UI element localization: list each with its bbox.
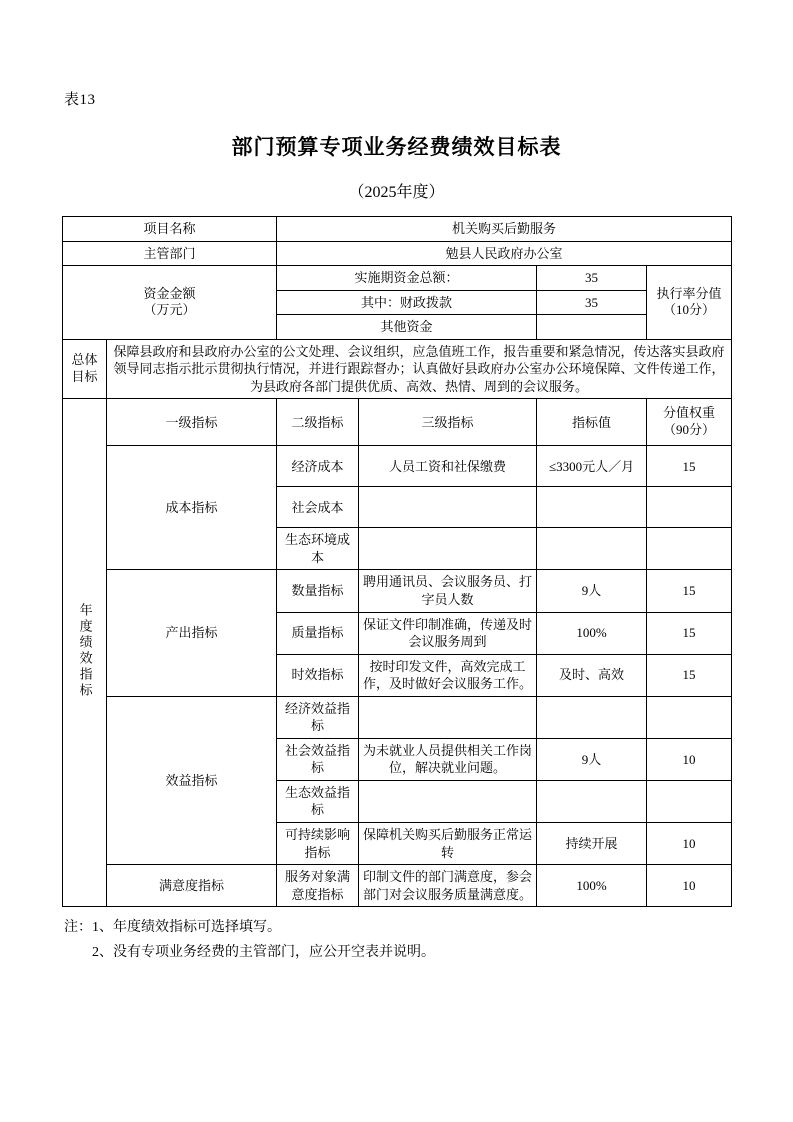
level1-satisfaction-indicator: 满意度指标 (107, 865, 277, 907)
overall-goal-text: 保障县政府和县政府办公室的公文处理、会议组织，应急值班工作，报告重要和紧急情况，传达落实县政府领导同志指示批示贯彻执行情况，并进行跟踪督办；认真做好县政府办公室办公环境保障、文件传递工作，为县政府各部门提供优质、高效、热情、周到的会议服务。 (107, 339, 732, 399)
sheet-number: 表13 (64, 92, 96, 108)
column-header-weight-line2: （90分） (663, 422, 716, 438)
weight-value (647, 696, 732, 738)
table-row (63, 399, 732, 446)
fund-row-value: 35 (537, 290, 647, 315)
authority-label: 主管部门 (63, 241, 277, 266)
target-value: 及时、高效 (537, 654, 647, 696)
funds-label-line2: （万元） (143, 302, 196, 318)
target-value: ≤3300元人／月 (537, 446, 647, 487)
table-row (63, 865, 732, 907)
project-name-value: 机关购买后勤服务 (277, 217, 732, 242)
year-subtitle: （2025年度） (348, 184, 445, 201)
overall-goal-label (63, 339, 107, 399)
project-name-label: 项目名称 (63, 217, 277, 242)
overall-goal-label-line2: 目标 (71, 369, 98, 385)
weight-value: 15 (647, 570, 732, 612)
execution-rate-label (647, 266, 732, 340)
column-header-target-value: 指标值 (537, 399, 647, 446)
table-row (63, 570, 732, 612)
table-row (63, 696, 732, 738)
column-header-level3: 三级指标 (359, 399, 537, 446)
table-row (63, 339, 732, 399)
fund-row-value: 35 (537, 266, 647, 291)
level2-label: 可持续影响指标 (277, 823, 359, 865)
level3-label: 保证文件印制准确，传递及时会议服务周到 (359, 612, 537, 654)
funds-label-line1: 资金金额 (143, 285, 196, 301)
target-value (537, 696, 647, 738)
weight-value (647, 780, 732, 822)
target-value: 9人 (537, 738, 647, 780)
level2-label: 服务对象满意度指标 (277, 865, 359, 907)
column-header-level2: 二级指标 (277, 399, 359, 446)
target-value: 100% (537, 865, 647, 907)
level2-label: 社会成本 (277, 487, 359, 528)
column-header-level1: 一级指标 (107, 399, 277, 446)
column-header-weight (647, 399, 732, 446)
funds-label (63, 266, 277, 340)
level2-label: 经济成本 (277, 446, 359, 487)
level3-label: 按时印发文件，高效完成工作，及时做好会议服务工作。 (359, 654, 537, 696)
authority-value: 勉县人民政府办公室 (277, 241, 732, 266)
target-value: 100% (537, 612, 647, 654)
level3-label: 印制文件的部门满意度，参会部门对会议服务质量满意度。 (359, 865, 537, 907)
table-notes (62, 915, 731, 965)
table-row (63, 241, 732, 266)
table-row (63, 446, 732, 487)
level2-label: 质量指标 (277, 612, 359, 654)
fund-row-value (537, 315, 647, 340)
weight-value (647, 487, 732, 528)
weight-value: 15 (647, 446, 732, 487)
level2-label: 时效指标 (277, 654, 359, 696)
fund-row-name: 其中：财政拨款 (277, 290, 537, 315)
level3-label (359, 696, 537, 738)
level3-label (359, 780, 537, 822)
column-header-weight-line1: 分值权重 (663, 405, 716, 421)
note-line-2: 2、没有专项业务经费的主管部门，应公开空表并说明。 (92, 945, 435, 961)
weight-value (647, 528, 732, 570)
weight-value: 10 (647, 823, 732, 865)
target-value (537, 528, 647, 570)
fund-row-name: 实施期资金总额： (277, 266, 537, 291)
weight-value: 10 (647, 865, 732, 907)
level3-label: 人员工资和社保缴费 (359, 446, 537, 487)
weight-value: 15 (647, 654, 732, 696)
annual-indicator-side-label-text: 年度绩效指标 (77, 602, 93, 699)
overall-goal-label-line1: 总体 (71, 352, 98, 368)
performance-goal-table (62, 216, 732, 907)
level1-benefit-indicator: 效益指标 (107, 696, 277, 864)
level3-label: 保障机关购买后勤服务正常运转 (359, 823, 537, 865)
annual-indicator-side-label (63, 399, 107, 907)
level2-label: 数量指标 (277, 570, 359, 612)
table-row (63, 217, 732, 242)
level2-label: 经济效益指标 (277, 696, 359, 738)
level3-label: 聘用通讯员、会议服务员、打字员人数 (359, 570, 537, 612)
table-row (63, 266, 732, 291)
level2-label: 生态效益指标 (277, 780, 359, 822)
fund-row-name: 其他资金 (277, 315, 537, 340)
note-line-1: 注：1、年度绩效指标可选择填写。 (64, 920, 281, 936)
level2-label: 社会效益指标 (277, 738, 359, 780)
target-value (537, 487, 647, 528)
execution-label-line1: 执行率分值 (656, 285, 722, 301)
execution-label-line2: （10分） (663, 302, 716, 318)
weight-value: 15 (647, 612, 732, 654)
target-value: 持续开展 (537, 823, 647, 865)
target-value (537, 780, 647, 822)
level2-label: 生态环境成本 (277, 528, 359, 570)
target-value: 9人 (537, 570, 647, 612)
level1-cost-indicator: 成本指标 (107, 446, 277, 570)
weight-value: 10 (647, 738, 732, 780)
page-title: 部门预算专项业务经费绩效目标表 (231, 135, 562, 159)
level3-label (359, 528, 537, 570)
level3-label: 为未就业人员提供相关工作岗位，解决就业问题。 (359, 738, 537, 780)
level3-label (359, 487, 537, 528)
level1-output-indicator: 产出指标 (107, 570, 277, 696)
